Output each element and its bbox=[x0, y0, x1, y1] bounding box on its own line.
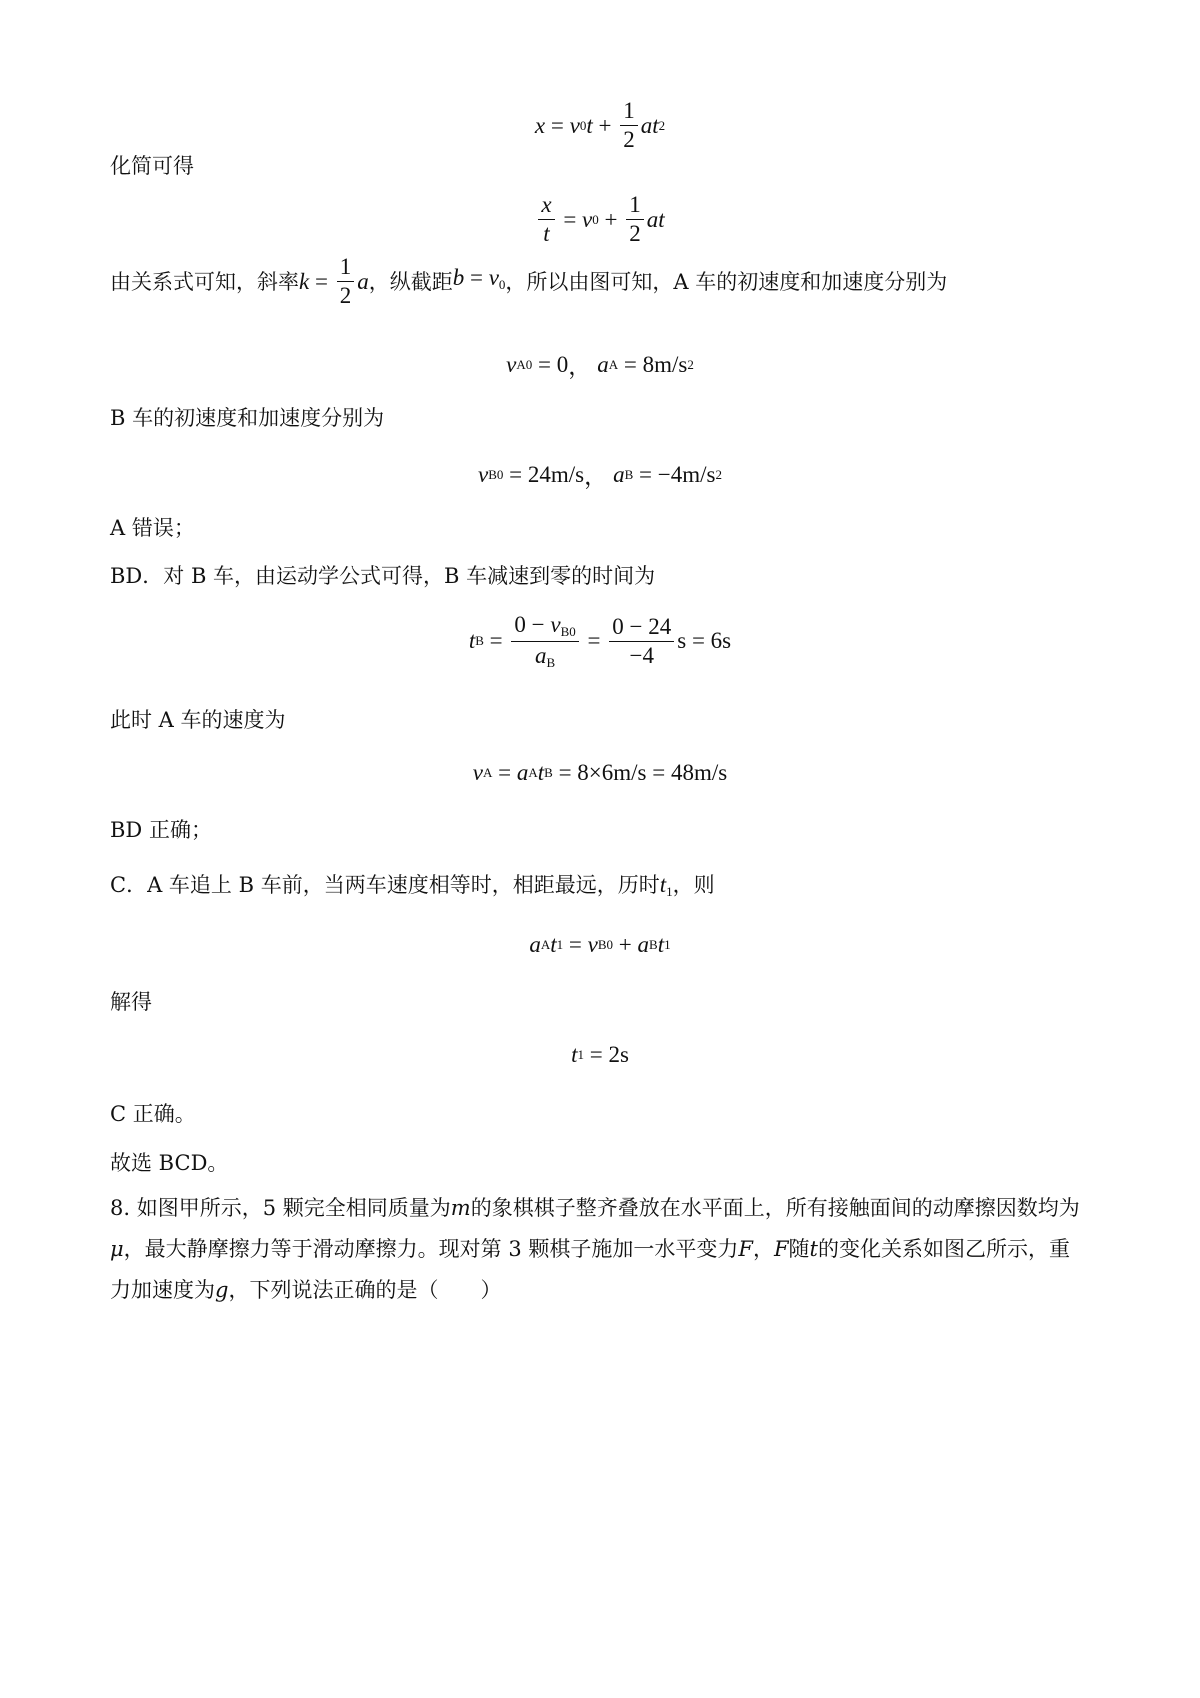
text-answer: 故选 BCD。 bbox=[110, 1151, 229, 1175]
text-car-b-intro: B 车的初速度和加速度分别为 bbox=[110, 406, 385, 430]
text-slope-intercept bbox=[110, 254, 947, 310]
text-simplify: 化简可得 bbox=[110, 154, 194, 178]
equation-displacement: x = v 0 t + $\frac{1}{2}$ at 2 bbox=[534, 98, 666, 153]
text-a-speed-intro: 此时 A 车的速度为 bbox=[110, 708, 286, 732]
text-slope-pre: 由关系式可知，斜率 bbox=[110, 269, 299, 294]
math-intercept: $b = v_0$ bbox=[452, 265, 506, 293]
equation-car-b-initial: v B0 = 24m/s ， a B = −4m/s 2 bbox=[478, 461, 722, 489]
equation-t1: t 1 = 2s bbox=[571, 1042, 629, 1067]
equation-speed-a: v A = a A t B = 8×6m/s = 48m/s bbox=[472, 760, 728, 785]
text-bd-intro: BD．对 B 车，由运动学公式可得，B 车减速到零的时间为 bbox=[110, 564, 656, 588]
text-slope-mid: ，纵截距 bbox=[368, 269, 453, 294]
text-slope-post: ，所以由图可知，A 车的初速度和加速度分别为 bbox=[505, 269, 948, 294]
question-8: 8. 如图甲所示，5 颗完全相同质量为m的象棋棋子整齐叠放在水平面上，所有接触面间的动摩擦因数均为μ，最大静摩擦力等于滑动摩擦力。现对第 3 颗棋子施加一水平变力F，F随t的变化关系如图乙所示，重力加速度为g，下列说法正确的是（ ） bbox=[110, 1196, 1080, 1302]
question-number: 8. bbox=[110, 1196, 131, 1220]
text-solve: 解得 bbox=[110, 990, 152, 1014]
text-c-right: C 正确。 bbox=[110, 1102, 196, 1126]
text-bd-right: BD 正确； bbox=[110, 818, 212, 842]
equation-car-a-initial: v A0 = 0 ， a A = 8m/s 2 bbox=[506, 351, 694, 379]
text-c-intro: C．A 车追上 B 车前，当两车速度相等时，相距最远，历时$t_1$，则 bbox=[110, 872, 715, 899]
text-a-wrong: A 错误； bbox=[110, 516, 195, 540]
math-slope: k = $\frac{1}{2}$ a bbox=[299, 254, 369, 309]
equation-simplified: $\frac{x}{t}$ = v 0 + $\frac{1}{2}$ at bbox=[0, 192, 1200, 248]
equation-time-b: t B = $\frac{0 - v_{B0}}{a_B}$ = $\frac{0 - 24}{-4}$ s = 6s bbox=[468, 612, 732, 670]
equation-equal-speed: a A t 1 = v B0 + a B t 1 bbox=[529, 932, 671, 957]
